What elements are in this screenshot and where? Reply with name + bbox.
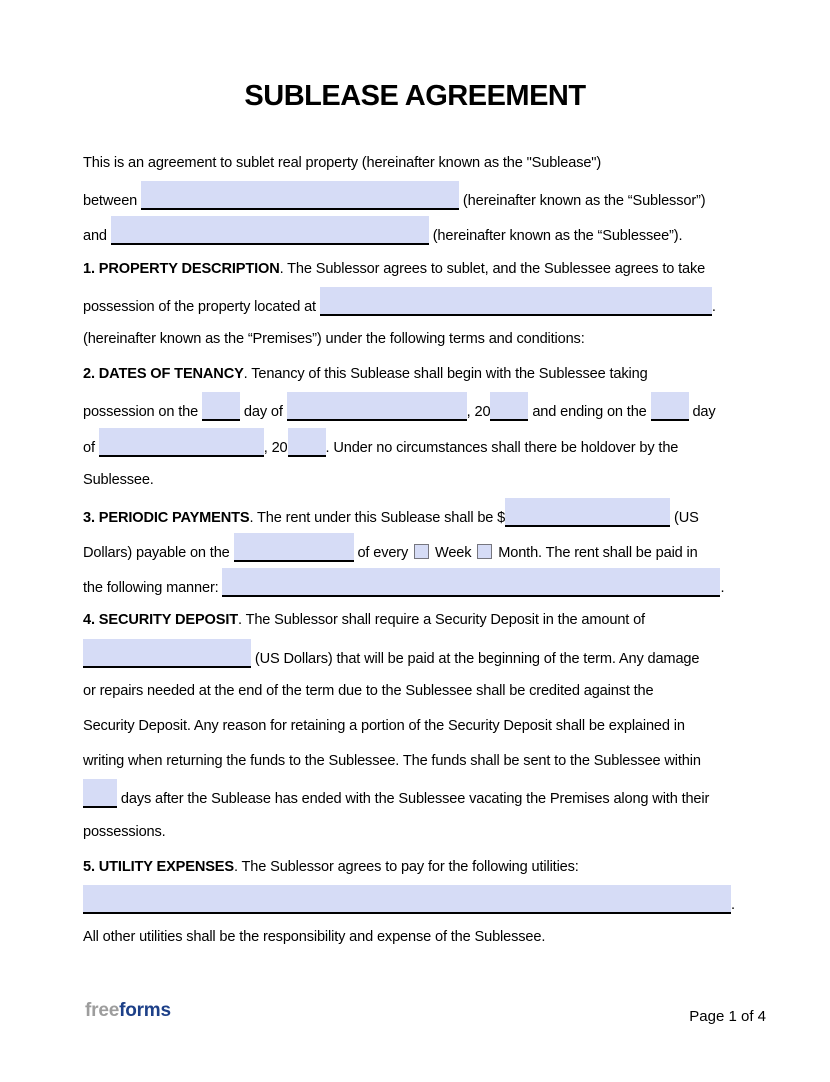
text-run: (hereinafter known as the “Sublessee”). [428, 228, 683, 245]
sublessee-name-field[interactable] [111, 216, 429, 245]
text-run: possession of the property located at [83, 298, 320, 315]
document-line [83, 287, 747, 322]
document-line [83, 885, 747, 920]
document-line [83, 392, 747, 427]
document-body [83, 146, 747, 955]
rent-due-day-field[interactable] [234, 533, 354, 562]
document-line [83, 533, 747, 568]
section-3-heading: 3. PERIODIC PAYMENTS [83, 509, 250, 526]
document-line [83, 674, 747, 709]
document-line [83, 709, 747, 744]
text-run: Dollars) payable on the [83, 545, 234, 562]
text-run: . [711, 298, 716, 315]
text-run: or repairs needed at the end of the term due to the Sublessee shall be credited against the [83, 682, 654, 699]
document-line [83, 322, 747, 357]
document-line [83, 603, 747, 638]
text-run: . The Sublessor shall require a Security Deposit in the amount of [238, 612, 645, 629]
text-run: All other utilities shall be the responsibility and expense of the Sublessee. [83, 929, 546, 946]
text-run: Week [431, 545, 476, 562]
text-run: (hereinafter known as the “Premises”) under the following terms and conditions: [83, 330, 585, 347]
section-5-heading: 5. UTILITY EXPENSES [83, 858, 234, 875]
section-3-periodic-payments [83, 498, 747, 604]
text-run: . Tenancy of this Sublease shall begin with the Sublessee taking [243, 366, 648, 383]
text-run: (hereinafter known as the “Sublessor”) [459, 193, 706, 210]
brand-forms-text: forms [119, 1000, 171, 1021]
text-run: . Under no circumstances shall there be holdover by the [325, 439, 679, 456]
property-address-field[interactable] [320, 287, 712, 316]
document-line [83, 498, 747, 533]
section-2-dates-of-tenancy [83, 357, 747, 498]
page-number: Page 1 of 4 [689, 1008, 766, 1025]
document-line [83, 815, 747, 850]
deposit-amount-field[interactable] [83, 639, 251, 668]
rent-amount-field[interactable] [505, 498, 670, 527]
sublessor-name-field[interactable] [141, 181, 459, 210]
text-run: Sublessee. [83, 471, 154, 488]
document-line [83, 463, 747, 498]
text-run: . The Sublessor agrees to pay for the following utilities: [233, 858, 579, 875]
start-day-field[interactable] [202, 392, 240, 421]
document-title: SUBLEASE AGREEMENT [244, 80, 586, 112]
text-run: and [83, 228, 111, 245]
text-run: writing when returning the funds to the Sublessee. The funds shall be sent to the Sublessee within [83, 753, 701, 770]
section-5-utility-expenses [83, 850, 747, 920]
document-line [83, 181, 747, 216]
intro-paragraph [83, 146, 747, 252]
text-run: Month. The rent shall be paid in [494, 545, 698, 562]
return-days-field[interactable] [83, 779, 117, 808]
start-month-field[interactable] [287, 392, 467, 421]
text-run: . The Sublessor agrees to sublet, and the Sublessee agrees to take [279, 260, 706, 277]
text-run: and ending on the [528, 404, 651, 421]
document-line [83, 744, 747, 779]
text-run: the following manner: [83, 580, 223, 597]
text-run: days after the Sublease has ended with the Sublessee vacating the Premises along with their [117, 791, 710, 808]
text-run: (US [670, 509, 699, 526]
text-run: , 20 [466, 404, 491, 421]
text-run: between [83, 193, 142, 210]
document-line [83, 568, 747, 603]
document-line [83, 639, 747, 674]
start-year-field[interactable] [490, 392, 528, 421]
text-run: This is an agreement to sublet real property (hereinafter known as the "Sublease") [83, 155, 602, 171]
document-line [83, 920, 747, 955]
text-run: day of [240, 404, 287, 421]
section-1-property-description [83, 252, 747, 358]
document-line [83, 779, 747, 814]
freeforms-logo [85, 1000, 171, 1022]
document-line [83, 216, 747, 251]
text-run: possession on the [83, 404, 202, 421]
document-line [83, 252, 747, 287]
text-run: , 20 [263, 439, 288, 456]
text-run: of [83, 439, 99, 456]
text-run: . The rent under this Sublease shall be $ [249, 509, 506, 526]
end-month-field[interactable] [99, 428, 264, 457]
week-checkbox[interactable] [414, 544, 429, 559]
end-year-field[interactable] [288, 428, 326, 457]
document-line [83, 357, 747, 392]
section-1-heading: 1. PROPERTY DESCRIPTION [83, 260, 280, 277]
text-run: . [720, 580, 725, 597]
payment-manner-field[interactable] [222, 568, 720, 597]
month-checkbox[interactable] [477, 544, 492, 559]
section-4-security-deposit [83, 603, 747, 849]
section-4-heading: 4. SECURITY DEPOSIT [83, 612, 239, 629]
closing-paragraph [83, 920, 747, 955]
text-run: (US Dollars) that will be paid at the beginning of the term. Any damage [251, 650, 700, 667]
text-run: day [688, 404, 716, 421]
brand-free-text: free [85, 1000, 120, 1021]
utilities-field[interactable] [83, 885, 731, 914]
text-run: possessions. [83, 823, 166, 840]
end-day-field[interactable] [651, 392, 689, 421]
document-line [83, 146, 747, 181]
document-line [83, 428, 747, 463]
text-run: . [731, 896, 735, 913]
text-run: Security Deposit. Any reason for retaining a portion of the Security Deposit shall be explained in [83, 718, 685, 734]
text-run: of every [353, 545, 413, 562]
section-2-heading: 2. DATES OF TENANCY [83, 366, 244, 383]
document-line [83, 850, 747, 885]
